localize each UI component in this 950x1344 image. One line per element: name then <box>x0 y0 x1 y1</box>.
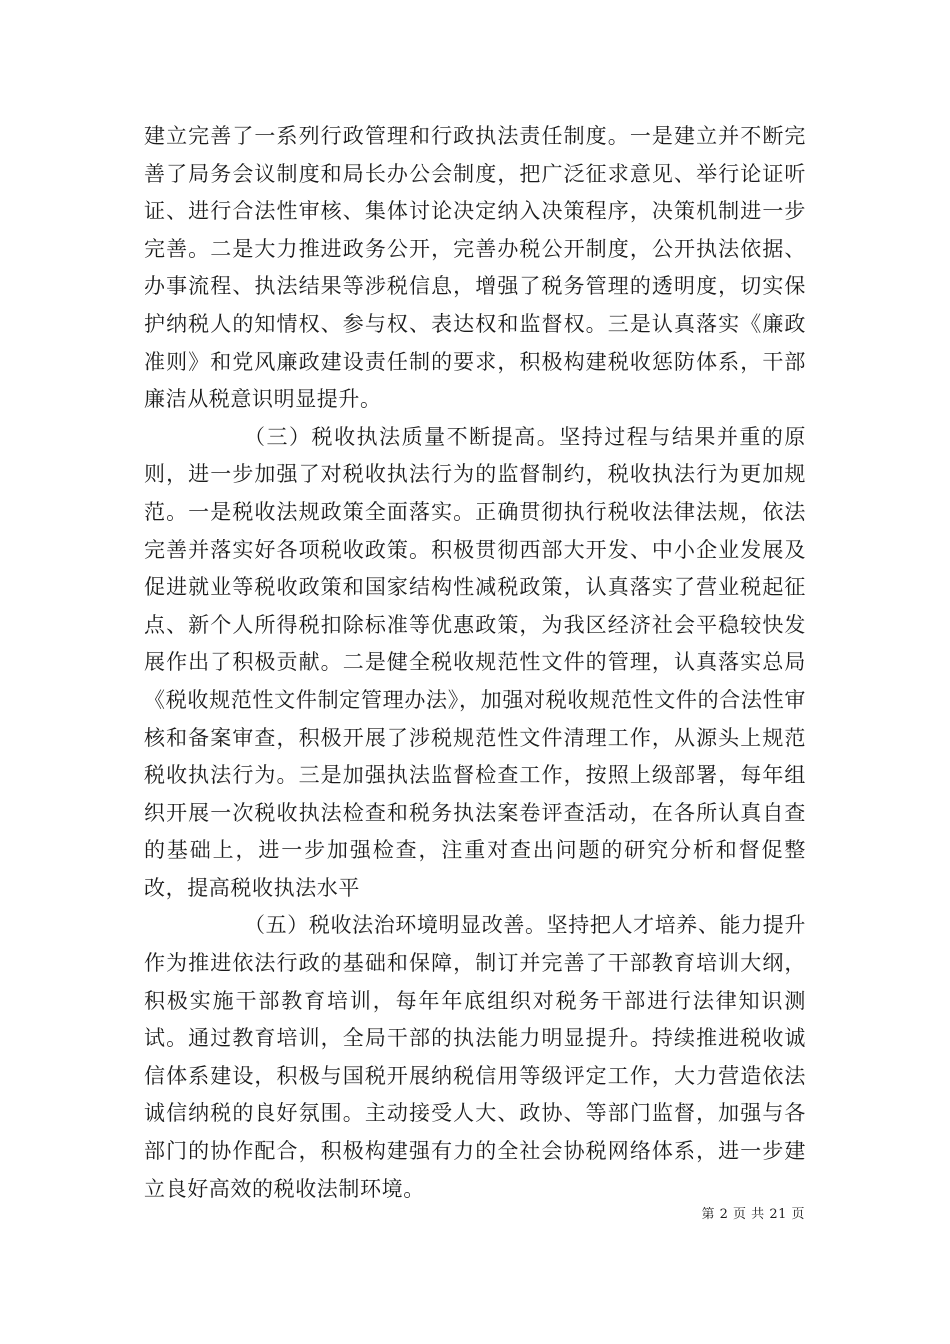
paragraph-enforcement-quality: （三）税收执法质量不断提高。坚持过程与结果并重的原则，进一步加强了对税收执法行为的监督制约，税收执法行为更加规范。一是税收法规政策全面落实。正确贯彻执行税收法律法规，依法完善并落实好各项税收政策。积极贯彻西部大开发、中小企业发展及促进就业等税收政策和国家结构性减税政策，认真落实了营业税起征点、新个人所得税扣除标准等优惠政策，为我区经济社会平稳较快发展作出了积极贡献。二是健全税收规范性文件的管理，认真落实总局《税收规范性文件制定管理办法》，加强对税收规范性文件的合法性审核和备案审查，积极开展了涉税规范性文件清理工作，从源头上规范税收执法行为。三是加强执法监督检查工作，按照上级部署，每年组织开展一次税收执法检查和税务执法案卷评查活动，在各所认真自查的基础上，进一步加强检查，注重对查出问题的研究分析和督促整改，提高税收执法水平 <box>144 424 806 900</box>
paragraph-administrative-responsibility: 建立完善了一系列行政管理和行政执法责任制度。一是建立并不断完善了局务会议制度和局长办公会制度，把广泛征求意见、举行论证听证、进行合法性审核、集体讨论决定纳入决策程序，决策机制进一步完善。二是大力推进政务公开，完善办税公开制度，公开执法依据、办事流程、执法结果等涉税信息，增强了税务管理的透明度，切实保护纳税人的知情权、参与权、表达权和监督权。三是认真落实《廉政准则》和党风廉政建设责任制的要求，积极构建税收惩防体系，干部廉洁从税意识明显提升。 <box>144 124 806 412</box>
document-body <box>144 118 806 1208</box>
page-number-footer: 第 2 页 共 21 页 <box>701 1207 805 1222</box>
paragraph-legal-environment: （五）税收法治环境明显改善。坚持把人才培养、能力提升作为推进依法行政的基础和保障，制订并完善了干部教育培训大纲，积极实施干部教育培训，每年年底组织对税务干部进行法律知识测试。通过教育培训，全局干部的执法能力明显提升。持续推进税收诚信体系建设，积极与国税开展纳税信用等级评定工作，大力营造依法诚信纳税的良好氛围。主动接受人大、政协、等部门监督，加强与各部门的协作配合，积极构建强有力的全社会协税网络体系，进一步建立良好高效的税收法制环境。 <box>144 913 806 1201</box>
